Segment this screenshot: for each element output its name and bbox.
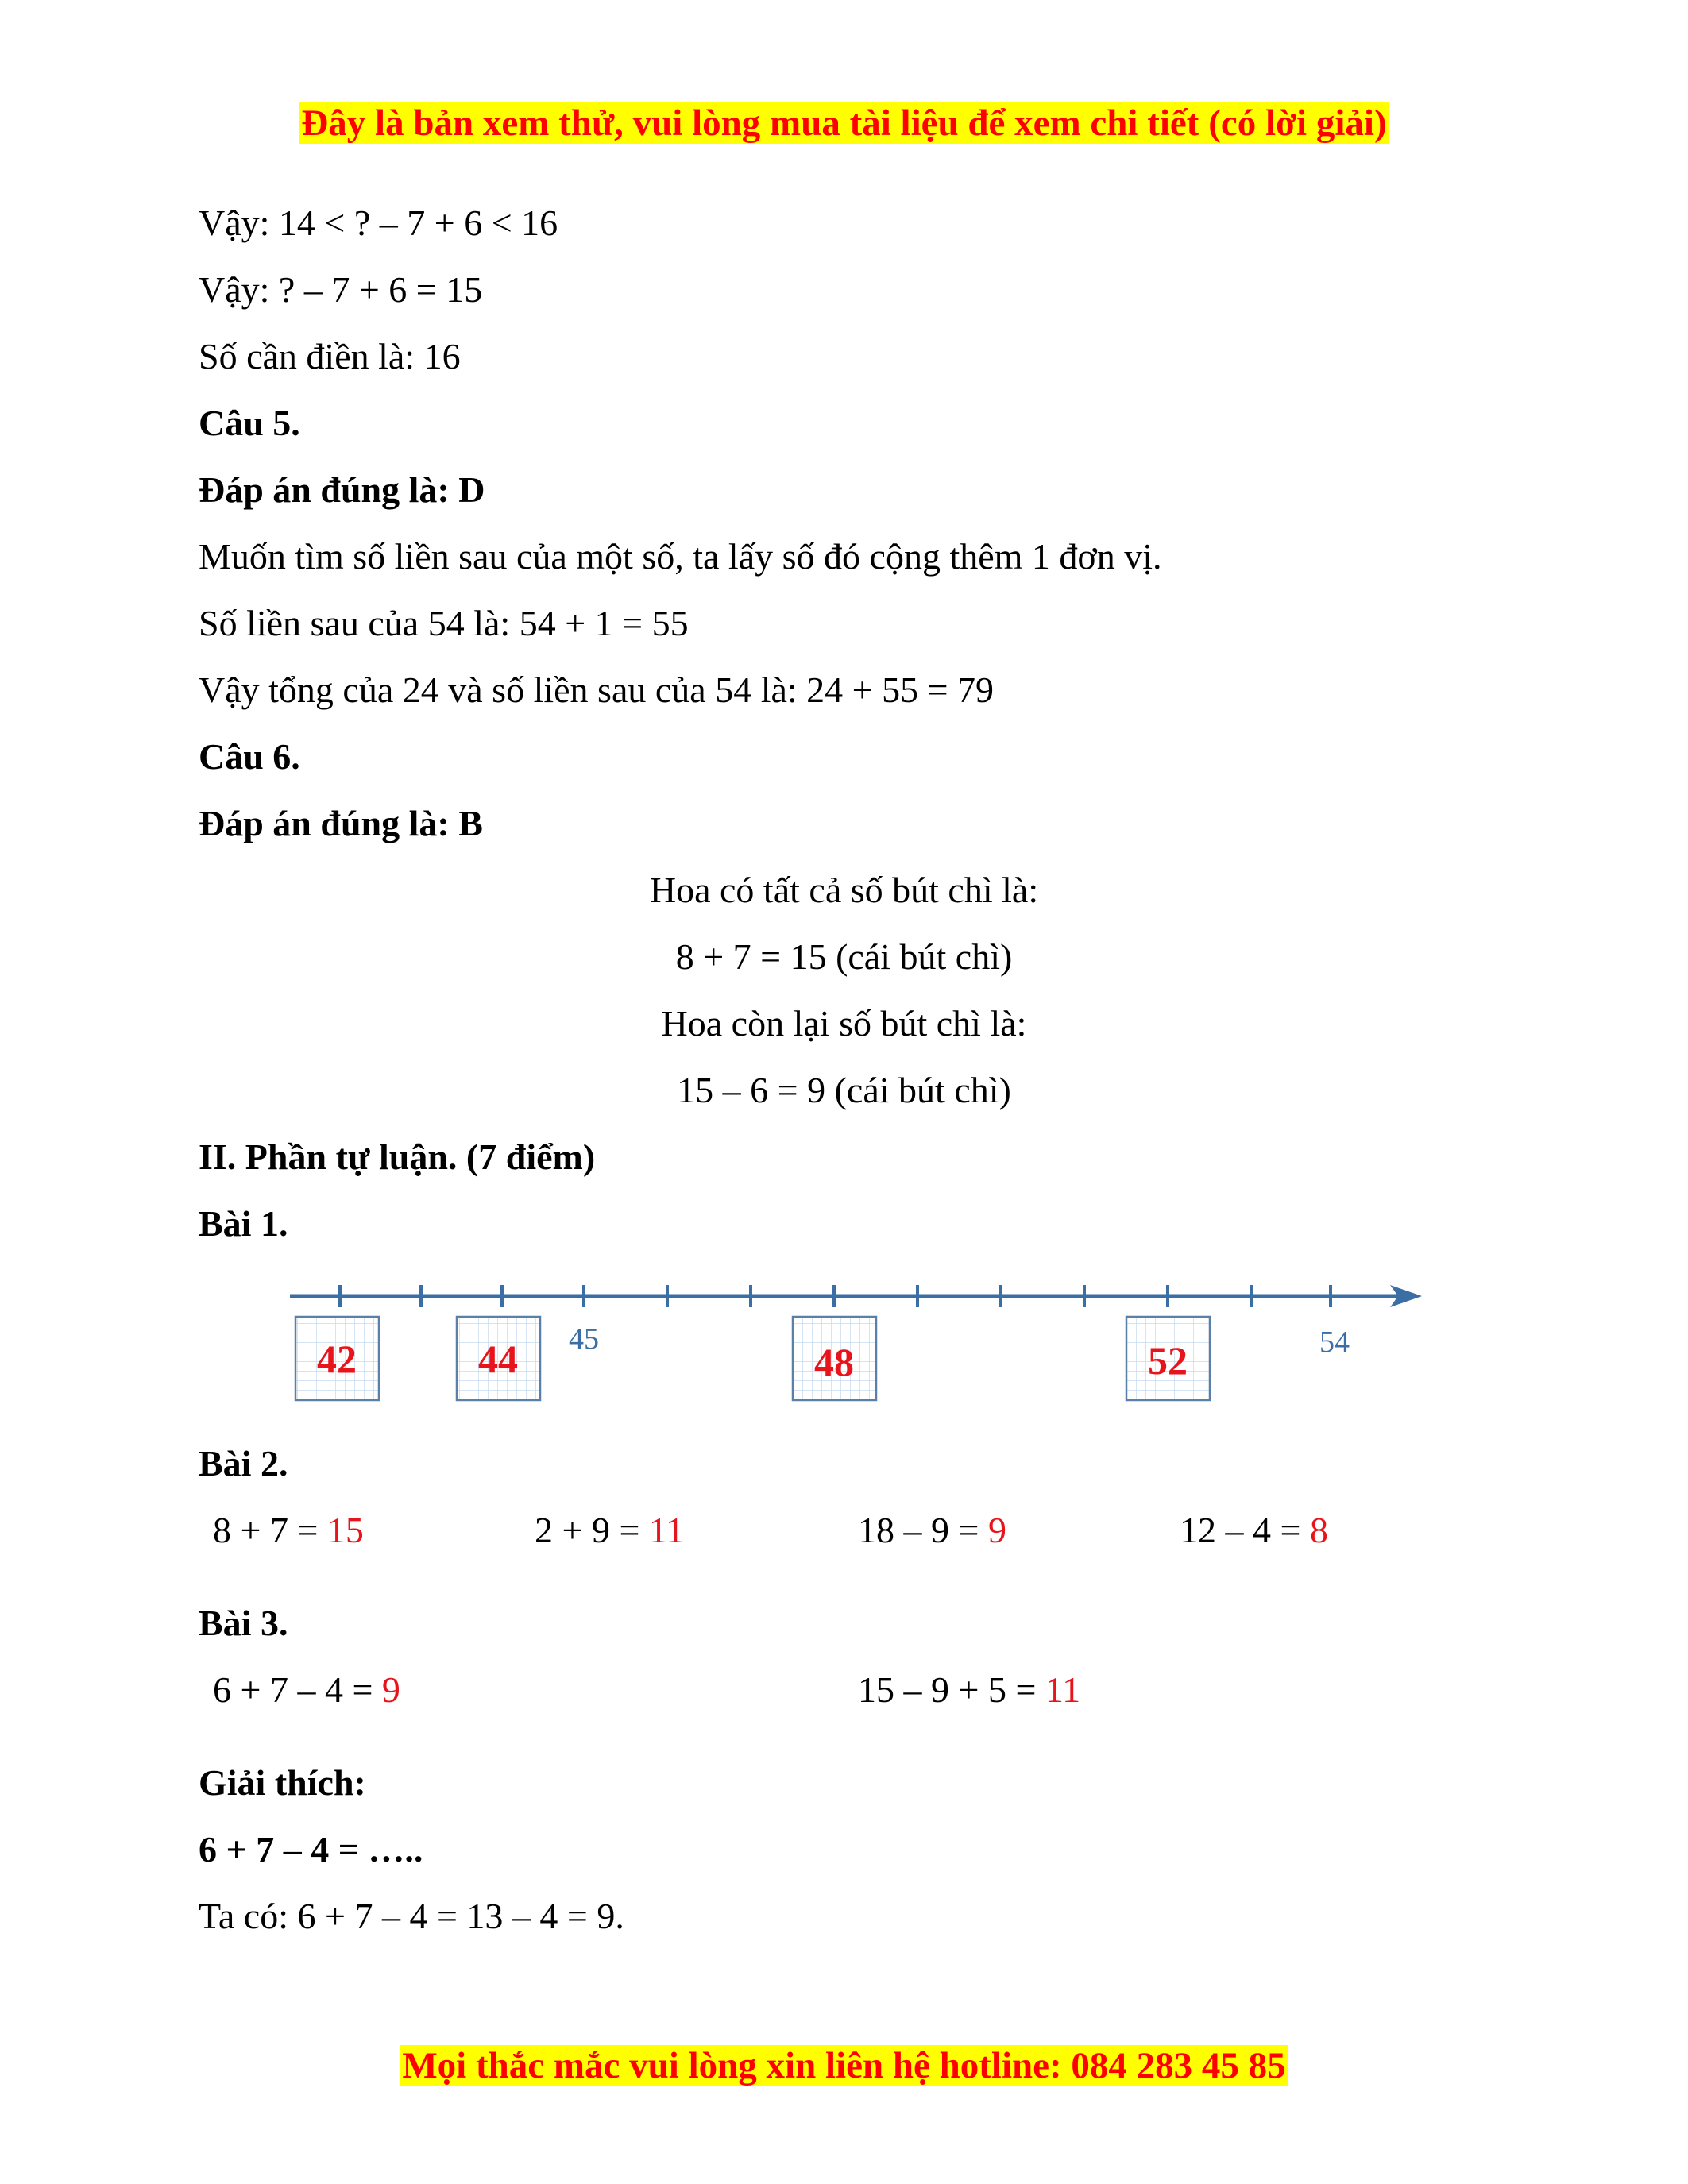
answer-heading: Đáp án đúng là: B: [199, 803, 483, 843]
box-number: 52: [1148, 1338, 1188, 1383]
answer-value: 8: [1309, 1510, 1328, 1550]
tick-label-45: 45: [569, 1322, 599, 1356]
number-box-44: [457, 1317, 540, 1400]
box-number: 48: [814, 1340, 854, 1384]
text-line: Số cần điền là: 16: [199, 336, 461, 376]
number-box-48: [793, 1317, 876, 1400]
text-line: Vậy: ? – 7 + 6 = 15: [199, 269, 483, 310]
preview-notice-banner: Đây là bản xem thử, vui lòng mua tài liệu để xem chi tiết (có lời giải): [301, 102, 1387, 144]
exercise-heading: Bài 3.: [199, 1603, 288, 1643]
explanation-heading: Giải thích:: [199, 1762, 366, 1803]
question-heading: Câu 5.: [199, 403, 300, 443]
bai2-equation: 2 + 9 = 11: [535, 1510, 685, 1550]
answer-value: 9: [381, 1669, 400, 1710]
text-line: Số liền sau của 54 là: 54 + 1 = 55: [199, 603, 689, 643]
question-heading: Câu 6.: [199, 736, 300, 777]
answer-value: 11: [648, 1510, 685, 1550]
box-number: 42: [317, 1337, 357, 1381]
hotline-notice-banner: Mọi thắc mắc vui lòng xin liên hệ hotline: 084 283 45 85: [402, 2045, 1286, 2086]
explanation-line: Ta có: 6 + 7 – 4 = 13 – 4 = 9.: [199, 1896, 624, 1936]
bai3-equation: 15 – 9 + 5 = 11: [858, 1669, 1081, 1710]
number-box-52: [1126, 1317, 1210, 1400]
bai2-equation: 18 – 9 = 9: [858, 1510, 1006, 1550]
solution-line: Hoa có tất cả số bút chì là:: [649, 870, 1039, 910]
number-box-42: [295, 1317, 379, 1400]
text-line: Muốn tìm số liền sau của một số, ta lấy số đó cộng thêm 1 đơn vị.: [199, 536, 1162, 577]
bai3-equation: 6 + 7 – 4 = 9: [213, 1669, 400, 1710]
explanation-expression: 6 + 7 – 4 = …..: [199, 1829, 423, 1870]
exercise-heading: Bài 1.: [199, 1203, 288, 1244]
answer-heading: Đáp án đúng là: D: [199, 469, 485, 510]
box-number: 44: [478, 1337, 518, 1381]
solution-line: Hoa còn lại số bút chì là:: [661, 1003, 1027, 1044]
solution-line: 15 – 6 = 9 (cái bút chì): [677, 1070, 1011, 1110]
solution-line: 8 + 7 = 15 (cái bút chì): [675, 936, 1013, 977]
number-line-figure: [278, 1247, 1430, 1430]
answer-value: 15: [326, 1510, 364, 1550]
tick-label-54: 54: [1319, 1325, 1350, 1359]
bai2-equation: 8 + 7 = 15: [213, 1510, 364, 1550]
text-line: Vậy tổng của 24 và số liền sau của 54 là: 24 + 55 = 79: [199, 669, 995, 710]
bai2-equation: 12 – 4 = 8: [1180, 1510, 1328, 1550]
answer-value: 9: [987, 1510, 1006, 1550]
text-line: Vậy: 14 < ? – 7 + 6 < 16: [199, 203, 558, 243]
answer-value: 11: [1045, 1669, 1081, 1710]
section-heading: II. Phần tự luận. (7 điểm): [199, 1136, 596, 1177]
exercise-heading: Bài 2.: [199, 1443, 288, 1484]
